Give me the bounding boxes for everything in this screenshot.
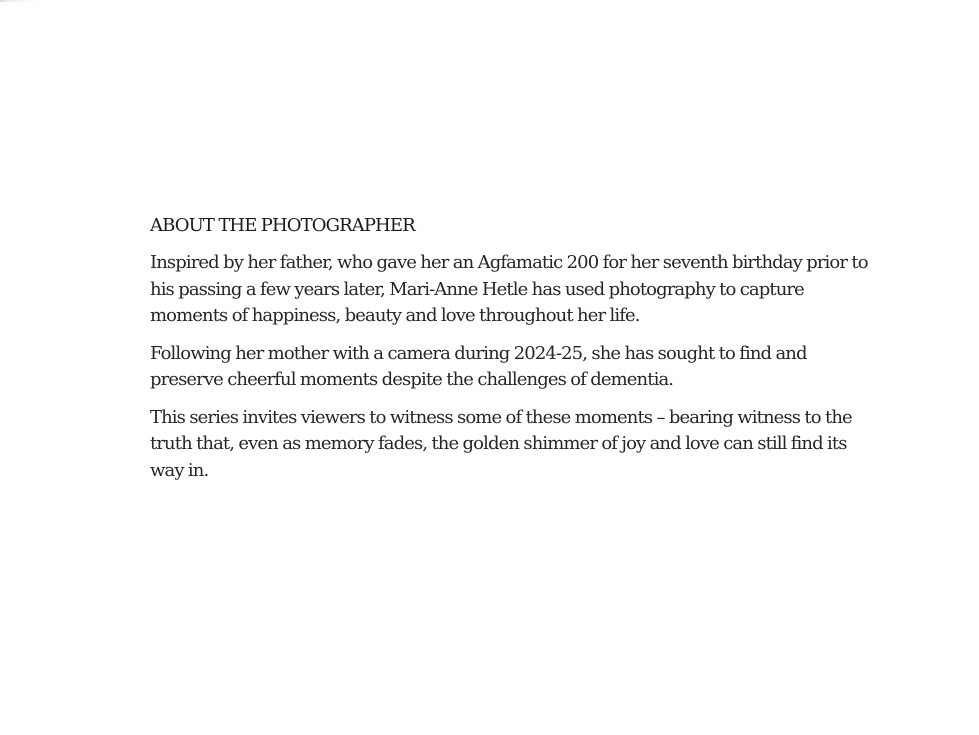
about-section	[150, 213, 870, 495]
paragraph-dementia: Following her mother with a camera during 2024-25, she has sought to find and preserve cheerful moments despite the challenges of dementia.	[150, 342, 807, 390]
paragraph-series: This series invites viewers to witness some of these moments – bearing witness to the truth that, even as memory fades, the golden shimmer of joy and love can still find its way in.	[150, 406, 852, 481]
paragraph-inspiration: Inspired by her father, who gave her an Agfamatic 200 for her seventh birthday prior to his passing a few years later, Mari-Anne Hetle has used photography to capture moments of happiness, beauty and love throughout her life.	[150, 252, 868, 326]
page-edge-shadow	[0, 0, 979, 2]
section-heading: ABOUT THE PHOTOGRAPHER	[150, 215, 415, 236]
